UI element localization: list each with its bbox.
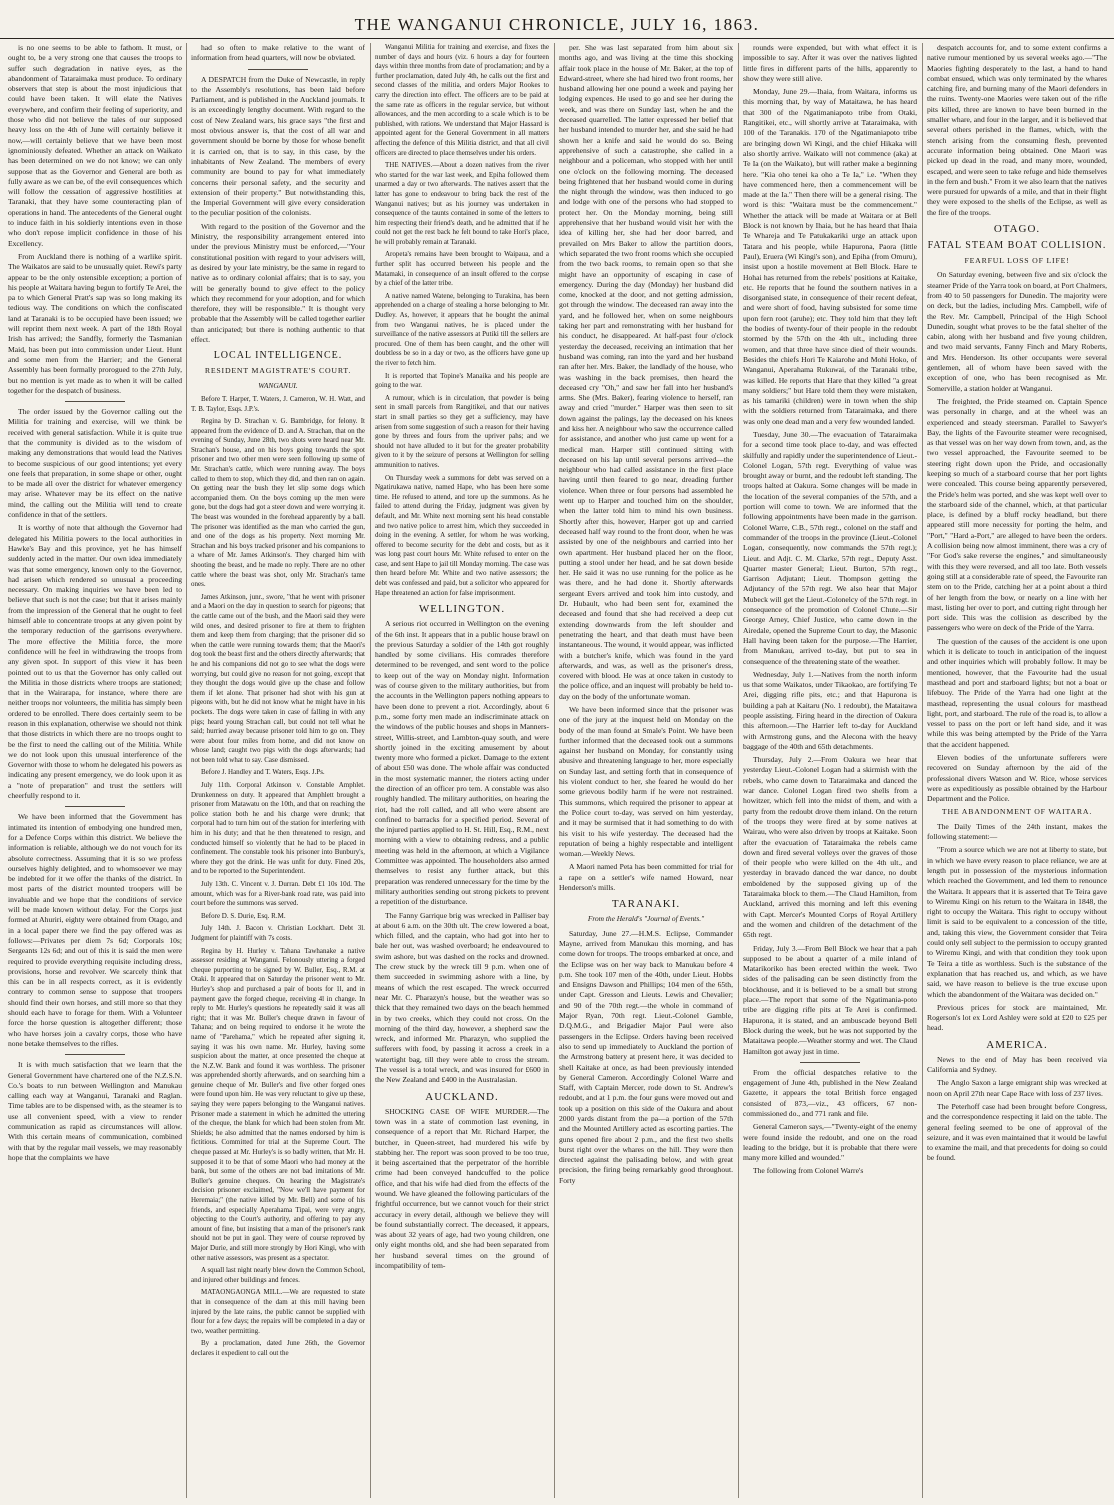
section-title: LOCAL INTELLIGENCE. (213, 350, 343, 362)
court-report: Regina by H. Hurley v. Tahana Tawhanake a native assessor residing at Wanganui. Felonously uttering a forged cheque purporting to be signed by W. Buller, Esq., R.M. at Otaki. It appeared that on Saturday the prisoner went to Mr. Hurley's shop and purchased a pair of boots for 1l, and in payment gave the forged cheque, receiving 4l in change. In reply to Mr. Hurley's questions he repeatedly said it was all right; that it was Mr. Buller's cheque drawn in favour of Tahana; and on being required to endorse it he wrote the name of "Parehama," which he repeated after signing it, saying it was his own name. Mr. Hurley, having some suspicion about the matter, at once presented the cheque at the N.Z.W. Bank and found it was worthless. The prisoner was apprehended shortly afterwards, and on searching him a genuine cheque of Mr. Buller's and five other forged ones were found upon him. He was very reluctant to give up these, saying they were papers belonging to the Wanganui natives. Prisoner made a statement in which he admitted the uttering of the cheque, the blank for which had been stolen from Mr. Shields; he also admitted that the names endorsed by him is fictitious. Committed for trial at the Supreme Court. The cheque passed at Mr. Hurley's is so badly written, that Mr. H. supposed it to be that of some Maori who had money at the bank, but some of the others are not bad imitations of Mr. Buller's genuine cheques. On hearing the Magistrate's decision prisoner exclaimed, "Now we'll have payment for Heremaia;" (the native killed by Mr. Bell) and some of his friends, and especially Aperahama Tipai, were very angry, objecting to the Court's authority, and offering to pay any amount of fine, but insisting that a man of the prisoner's rank should not be put in gaol. They were of course reproved by Major Durie, and still more strongly by Hori Kingi, who with other native assessors, was present as a spectator. (191, 946, 365, 1262)
column-rule (186, 43, 187, 1498)
editorial-paragraph: had so often to make relative to the want of information from head quarters, will now be obviated. (191, 43, 365, 63)
section-title: TARANAKI. (611, 898, 681, 911)
editorial-paragraph: is no one seems to be able to fathom. It must, or ought to, be a very strong one that causes the troops to suffer such degradation in native eyes, as the abandonment of Tataraimaka must produce. To ordinary observers that step is about the most injudicious that could have been taken. It will elate the Natives everywhere, and confirm their feeling of superiority, and those who did not believe the tales of our supposed heavy loss on the 4th of June will certainly believe it now,—will certainly believe that we have been most ignominiously defeated. Whether an attack on Waikato has been determined on we do not know; we can only suppose that as the Governor and General are both as fully aware as we can be, of the evil consequences which will follow the cessation of aggressive hostilities at Taranaki, that they have some counteracting plan of operations in hand. The antecedents of the General ought to induce faith in his soldierly intentions even in those who don't repose implicit confidence in those of his Excellency. (8, 43, 182, 248)
court-bench: Before J. Handley and T. Waters, Esqs. J.Ps. (201, 768, 325, 777)
section-subtitle: RESIDENT MAGISTRATE'S COURT. (204, 366, 352, 376)
article-paragraph: Monday, June 29.—Ihaia, from Waitara, informs us this morning that, by way of Mataitawa, he has heard that 300 of the Ngatimaniapoto tribe from Otaki, Rangitikei, etc., will shortly arrive at Tataraimaka, with 100 of the Taranakis. 170 of the Ngatimaniapoto tribe are bringing down Wi Kingi, and the chief Hikaka will also shortly arrive. Waikato will not commence (aka) at Te Ia (on the Waikato), but will rather make a beginning here. "Kia oho tenei ka oho a Te Ia," i.e. "When they have commenced here, then a commencement will be made at the Ia." Then there will be a general rising. The word is this: "Waitara must be the commencement." Whether the attack will be made at Waitara or at Bell Block is not known by Ihaia, but he has heard that Ihaia Te Whareja and Te Patukakariki urge an attack upon Tatara and his people, while Hapurona, Paora (little Paul), Eruera (Wi Kingi's son), and Epiha (from Omuru), insist upon a hostile movement at Bell Block. Hare te Hohai has returned from the rebels' positions at Kaitake, etc. He reports that he found the southern natives in a disorganised state, in consequence of their recent defeat, and were short of food, having subsisted for some time upon fern root (aruhe); etc. They told him that they left the bodies of twenty-four of their people in the redoubt stormed by the 57th on the 4th ult., including three women, and that three have since died of their wounds. Besides the chiefs Hori Te Kaiarohe and Mohi Hoko, of Wanganui, Aperahama Rukuwai, of the Taranaki tribe, was killed. He reports that Hare that they killed "a great many soldiers;" but Hare told them they were mistaken, as his tamariki (children) were in town when the ship with the soldiers returned from Tataraimaka, and there was only one dead man and a very few wounded landed. (743, 87, 917, 426)
news-item: Aropeta's remains have been brought to Waipaua, and a further split has occurred between his people and the Matamaki, in consequence of an insult offered to the corpse by a chief of the latter tribe. (375, 250, 549, 288)
editorial-paragraph: It is with much satisfaction that we learn that the General Government have chartered one of the N.Z.S.N. Co.'s boats to run between Wellington and Manukau calling each way at Wanganui, Taranaki and Raglan. Time tables are to be dispensed with, as the steamer is to use all convenient speed, with a view to render communication as rapid as circumstances will allow. With this certain means of communication, combined with that by the regular mail vessels, we may reasonably hope that the complaints we have (8, 1060, 182, 1162)
section-subtitle: From the Herald's "Journal of Events." (587, 914, 705, 924)
section-title: AMERICA. (986, 1038, 1048, 1051)
editorial-paragraph: It is worthy of note that although the Governor had delegated his Militia powers to the local authorities in Hawke's Bay and this province, yet he has himself suddenly acted in the matter. Our own idea immediately was that some emergency, known only to the Governor, had arisen which rendered so unusual a proceeding necessary. On making inquiries we have been led to believe that such is not the case; but that it arises mainly from the impression of the General that he ought to feel himself able to concentrate troops at any given point by the temporary reduction of the garrisons everywhere. The more effective the Militia force, the more confidence will he feel in withdrawing the troops from any given spot. In support of this view it has been pointed out to us that the Governor has only called out the Militia in those districts where troops are stationed; that in the Wairarapa, for instance, where there are neither troops nor volunteers, the militia has simply been ordered to be enrolled. There does certainly seem to be reason in this explanation, otherwise we should not think that those districts in which there are no troops ought to be the first to need the calling out of the Militia. While we do not look upon this unusual interference of the Governor with those to whom he delegated his powers as indicating any present emergency, we do look upon it as a "note of preparation" and trust the settlers will cheerfully respond to it. (8, 523, 182, 801)
column-1 (8, 43, 182, 1498)
news-item: Wanganui Militia for training and exercise, and fixes the number of days and hours (viz. 6 hours a day for fourteen days within three months from date of proclamation; and by a further proclamation, dated July 4th, he calls out the first and second classes of the militia, and orders Major Rookes to carry the direction into effect. The officers are to be paid at the same rate as officers in the regular service, but without allowances, and the men according to a scale which is to be published, with rations. We understand that Major Hassard is appointed agent for the General Government in all matters affecting the defence of this Militia district, and that all civil officers are directed to place themselves under his orders. (375, 43, 549, 157)
editorial-paragraph: We have been informed that the Government has intimated its intention of embodying one hundred men, for a Defence Corps within this district. We believe the information is reliable, although we do not vouch for its absolute correctness. Assuming that it is so we profess ourselves highly delighted, and to whomsoever we may be indebted for it we offer the thanks of the district. In most parts of the district mounted troopers will be invaluable and we hope that the conditions of service will be made known without delay. For the Corps just formed at Ahuriri, eighty were obtained from Otago, and in a local paper there we find the pay offered was as follows:—Privates per diem 7s 6d; Corporals 10s; Sergeants 12s 6d; and out of this it is said the men were required to provide everything requisite including dress, provisions, horse and revolver. We scarcely think that this can be in all respects correct, as it is evidently contrary to common sense to suppose that troopers should find their own horses, and still more so that they should each have to forage for them. With a Volunteer force the horse question is altogether different; those who have horses join a cavalry corps, those who have none betake themselves to the rifles. (8, 812, 182, 1048)
court-report: July 13th. C. Vincent v. J. Durran. Debt £1 10s 10d. The amount, which was for a River-bank road rate, was paid into court before the summons was served. (191, 880, 365, 908)
court-report: Regina by D. Strachan v. G. Bambridge, for felony. It appeared from the evidence of D. and A. Strachan, that on the evening of Sunday, June 28th, two shots were heard near Mr. Strachan's house, and on his boys going towards the spot prisoner and two other men were seen following up some of Mr. Strachan's cattle, which were running away. The boys called to them to stop, which they did, and then ran on again. On getting near the bush they let slip some dogs which accompanied them. On the boys coming up the men were gone, but the dogs had got a steer down and were worrying it. The beast was wounded in the forehead apparently by a ball. The prisoner was identified as the man who carried the gun, and one of the dogs as his property. Next morning Mr. Strachan and his boys tracked prisoner and his companions to a whare of Mr. James Atkinson's. They charged him with shooting the beast, and he made no reply. There are no other cattle where the beast was shot, only Mr. Strachan's tame ones. (191, 417, 365, 589)
article-paragraph: From the official despatches relative to the engagement of June 4th, published in the New Zealand Gazette, it appears the total British force engaged consisted of 873,—viz., 43 officers, 67 non-commissioned do., and 771 rank and file. (743, 1067, 917, 1118)
news-item: MATAONGAONGA MILL.—We are requested to state that in consequence of the dam at this mill having been injured by the late rains, the public cannot be supplied with flour for a few days; the repairs will be completed in a day or two, weather permitting. (191, 1288, 365, 1335)
section-title: OTAGO. (993, 223, 1041, 236)
column-3 (375, 43, 549, 1498)
court-report: July 14th. J. Bacon v. Christian Lockhart. Debt 3l. Judgment for plaintiff with 7s costs. (191, 924, 365, 942)
article-paragraph: The Anglo Saxon a large emigrant ship was wrecked at noon on April 27th near Cape Race with loss of 237 lives. (927, 1078, 1107, 1098)
article-paragraph: Thursday, July 2.—From Oakura we hear that yesterday Lieut.-Colonel Logan had a skirmish with the rebels, who came down to Tataraimaka and danced the war dance. Colonel Logan fired two shells from a howitzer, which fell into the midst of them, and with a party from the redoubt drove them inland. On the return of the troops they were fired at by some natives at Wairau, who were also driven by troops at Kaitake. Soon after the evacuation of Tataraimaka the rebels came down and fired several volleys over the graves of those of their people who were killed on the 4th ult., and yesterday in bravado danced the war dance, no doubt emboldened by the supposed giving up of the Tataraimaka block to them.—The Claud Hamilton, from Auckland, arrived this morning and left this evening with Capt. Mercer's Mounted Corps of Royal Artillery and the women and children of the detachment of the 65th regt. (743, 755, 917, 940)
separator (65, 401, 125, 402)
news-item: It is reported that Topine's Manaika and his people are going to the war. (375, 371, 549, 390)
article-paragraph: The following from Colonel Warre's (753, 1166, 864, 1176)
news-item: On Thursday week a summons for debt was served on a Ngatirukawa native, named Hape, who has been here some time. He refused to attend, and tore up the summons. As he failed to attend during the Friday, judgment was given by default, and Mr. White next morning sent his head constable and two native police to arrest him, which they succeeded in doing in the evening. A settler, for whom he was working, offered to become security for the debt and costs, but as it was long past court hours Mr. White refused to enter on the case, and sent Hape to jail till Monday morning. The case was then heard before Mr. White and two native assessors; the debt was confessed and paid, but a solicitor who appeared for Hape threatened an action for false imprisonment. (375, 473, 549, 597)
article-paragraph: The Peterhoff case had been brought before Congress, and the correspondence respecting it laid on the table. The general feeling seemed to be one of approval of the seizure, and it was even maintained that it would be lawful to examine the mail, and that precedents for doing so could be found. (927, 1101, 1107, 1163)
separator (65, 1054, 125, 1055)
place-heading: WANGANUI. (258, 380, 298, 390)
column-rule (922, 43, 923, 1498)
article-headline: THE ABANDONMENT OF WAITARA. (941, 807, 1093, 817)
column-6 (927, 43, 1107, 1498)
article-paragraph: SHOCKING CASE OF WIFE MURDER.—The town was in a state of commotion last evening, in consequence of a report that Mr. Richard Harper, the butcher, in Queen-street, had murdered his wife by stabbing her. The report was soon proved to be too true, it being ascertained that the perpetrator of the horrible crime had been conveyed handcuffed to the police office, and that his wife had died from the effects of the wound. We have gleaned the following particulars of the frightful occurrence, but we cannot vouch for their strict accuracy in every detail, although we believe they will be found substantially correct. The deceased, it appears, was about 32 years of age, had two young children, one only eight months old, and she had been separated from her husband several times on the ground of incompatibility of tem- (375, 1106, 549, 1271)
article-paragraph: Previous prices for stock are maintained, Mr. Rogerson's lot ex Lord Ashley were sold at £20 to £25 per head. (927, 1002, 1107, 1033)
article-paragraph: Eleven bodies of the unfortunate sufferers were recovered on Sunday afternoon by the aid of the professional divers Watson and W. Rice, whose services were as expeditiously as possible obtained by the Harbour Department and the Police. (927, 753, 1107, 804)
section-title: AUCKLAND. (425, 1090, 499, 1103)
article-paragraph: On Saturday evening, between five and six o'clock the steamer Pride of the Yarra took on board, at Port Chalmers, from 40 to 50 passengers for Dunedin. The majority were on deck, but the ladies, including Mrs. Campbell, wife of the Rev. Mr. Campbell, Principal of the High School Dunedin, sought what proves to be the fatal shelter of the cabin, along with her husband and five young children, and two maid servants, Fanny Finch and Mary Roberts, and Mrs. Henderson. Its other occupants were several gentlemen, all of whom have been saved with the exception of one, who has been recognised as Mr. Somerville, a station holder at Wanganui. (927, 270, 1107, 393)
court-bench: Before D. S. Durie, Esq. R.M. (201, 911, 286, 920)
article-paragraph: A Maori named Peta has been committed for trial for a rape on a settler's wife named Howard, near Henderson's mills. (559, 862, 733, 893)
editorial-paragraph: With regard to the position of the Governor and the Ministry, the responsibility arrangement entered into under the previous Ministry must be enforced,—"Your constitutional position with regard to your advisers will, as desired by your late ministry, be the same in regard to native as to ordinary colonial affairs; that is to say, you will be generally bound to give effect to the policy which they recommend for your adoption, and for which therefore, they will be responsible." It is thought very probable that the Assembly will be called together earlier than anticipated; but there is nothing authentic to that effect. (191, 221, 365, 345)
column-rule (370, 43, 371, 1498)
editorial-paragraph: The order issued by the Governor calling out the Militia for training and exercise, will we think be received with general satisfaction. While it is quite true that the community is divided as to the wisdom of making any demonstrations that would lead the Natives to become suspicious of our good intentions; yet every one feels that preparation, in some shape or other, ought to be made all over the district for whatever emergency may arise. Whatever may be its effect on the native mind, the calling out the Militia will tend to create confidence in that of the settlers. (8, 407, 182, 520)
article-paragraph: Friday, July 3.—From Bell Block we hear that a pah supposed to be about a quarter of a mile inland of Matarikoriko has been erected within the week. Two sides of the palisading can be seen distinctly from the blockhouse, and it is believed to be a small but strong place.—The report that some of the Ngatimania-poto tribe are digging rifle pits at Te Arei is confirmed. Hapurona, it is stated, and an ambuscade beyond Bell Block during the week, but he was not supported by the Mataitawa people.—Weather stormy and wet. The Claud Hamilton got away just in time. (743, 943, 917, 1056)
article-paragraph: per. She was last separated from him about six months ago, and was living at the time this shocking affair took place in the house of Mr. Baker, at the top of Edward-street, where she had hired two front rooms, her husband allowing her one pound a week and paying her lodging expences. He used to go and see her during the week, and was there on Sunday last, when he and the deceased quarrelled. The latter expressed her belief that her husband intended to murder her, and she said he had shown her a knife and said he would do so. Being apprehensive of such a catastrophe, she called in a neighbour and a policeman, who stopped with her until one o'clock on the following morning. The deceased being frightened that her husband would come in during the night through the window, was then induced to go and lodge with one of the persons who had stopped to protect her. On the Monday morning, being still apprehensive that her husband would visit her with the idea of killing her, she had her door barred, and prevailed on Mrs Baker to allow the partition doors, which separated the two front rooms which she occupied from the two back rooms, to remain open so that she might have an opportunity of escaping in case of emergency. During the day (Monday) her husband did come, knocked at the door, and not getting admission, got through the window. The deceased ran away into the yard, and he followed her, when on some neighbours taking her part and remonstrating with her husband for his conduct, he disappeared. At half-past four o'clock yesterday the deceased, receiving an intimation that her husband was coming, ran into the yard and her husband ran after her. Mrs. Baker, the landlady of the house, who was washing in the back premises, then heard the deceased cry "Oh," and saw her fall into her husband's arms. She (Mrs. Baker), fearing violence to herself, ran away and cried "murder." Harper was then seen to sit down against the palings, lay the deceased on his knees and kiss her. A neighbour who saw the occurrence called for assistance, and another who just came up went for a medical man. Harper still continued sitting with deceased on his lap until several persons arrived—the neighbour who had called assistance in the first place having until then feared to go near, dreading further violence. When three or four persons had assembled he went up to Harper and touched him on the shoulder, when the latter told him to mind his own business. Shortly after this, however, Harper got up and carried deceased half way round to the front door, when he was assisted by one of the neighbours and carried into her own apartment. Her husband placed her on the floor, putting a stool under her head, and he sat down beside her. He said it was no use running for the police as he was there, and he had done it. Shortly afterwards sergeant Evers arrived and took him into custody, and Dr. Hubault, who had been sent for, examined the deceased and found that she had received a deep cut extending downwards from the left shoulder and penetrating the heart, and that death must have been instantaneous. The wound, it would appear, was inflicted with a butcher's knife, which was found in the yard afterwards, and was, as well as the prisoner's dress, covered with blood. He was at once taken in custody to the police office, and an inquest will probably be held to-day on the body of the unfortunate woman. (559, 43, 733, 701)
article-paragraph: Wednesday, July 1.—Natives from the north inform us that some Waikatos, under Tikaokao, are fortifying Te Arei, digging rifle pits, etc.; and that Hapurona is building a pah at Kaitaru (No. 1 redoubt), the Mataitawa people assisting. Firing heard in the direction of Oakura this afternoon.—The Harrier left to-day for Auckland with Armstrong guns, and the Alecona with the heavy baggage of the 40th and 65th detachments. (743, 669, 917, 751)
column-5 (743, 43, 917, 1498)
court-bench: Before T. Harper, T. Waters, J. Cameron, W. H. Watt, and T. B. Taylor, Esqs. J.P.'s. (191, 394, 365, 413)
article-paragraph: A serious riot occurred in Wellington on the evening of the 6th inst. It appears that in a public house brawl on the previous Saturday a soldier of the 14th got roughly handled by some civilians. His comrades therefore determined to be revenged, and sent word to the police to keep out of the way on Monday night. Information was of course given to the military authorities, but from the accounts in the Wellington papers nothing appears to have been done to prevent a riot. Accordingly, about 6 p.m., some forty men made an indiscriminate attack on the windows of the public houses and shops in Manners-street, Willis-street, and Lambton-quay south, and were shortly joined in the exciting amusement by about twenty more who formed a picket. Damage to the extent of about £50 was done. The whole affair was conducted in the most systematic manner, the rioters acting under the direction of an officer pro tem. A constable was also roughly handled. The military authorities, on hearing the riot, had the roll called, and all who were absent are confined to barracks for a specified period. Several of the injured parties applied to H. St. Hill, Esq., R.M., next morning with a view to obtaining redress, and a public meeting was held in the afternoon, at which a Vigilance Committee was appointed. The householders also armed themselves to resist any further attack, but this preparation was rendered unnecessary for the time by the military authorities sending out strong pickets to prevent a repetition of the disturbance. (375, 619, 549, 907)
news-item: A native named Watene, belonging to Turakina, has been apprehended on a charge of stealing a horse belonging to Mr. Dudley. As, however, it appears that he bought the animal from two Wanganui natives, he is placed under the surveillance of the native assessors at Putiki till the sellers are procured. One of them has been caught, and the other will doubtless be so in a day or two, as the officers have gone up the river to fetch him. (375, 291, 549, 367)
separator (248, 69, 308, 70)
section-title: WELLINGTON. (418, 603, 506, 616)
news-item: A squall last night nearly blew down the Common School, and injured other buildings and fences. (191, 1266, 365, 1284)
masthead-rule (0, 38, 1114, 39)
column-2 (191, 43, 365, 1498)
article-headline: FATAL STEAM BOAT COLLISION. (927, 240, 1107, 252)
column-rule (554, 43, 555, 1498)
article-subheadline: FEARFUL LOSS OF LIFE! (964, 256, 1070, 266)
column-rule (738, 43, 739, 1498)
article-paragraph: The question of the causes of the accident is one upon which it is delicate to touch in anticipation of the inquest and other inquiries which will probably follow. It may be mentioned, however, that the Favourite had the usual masthead and port and starboard lights; but not a boat or lifebuoy. The Pride of the Yarra had one light at the masthead, representing the usual colours for masthead light, port, and starboard. The rule of the road is, to allow a vessel to pass on the port or left hand side, and it was while this was being attempted by the Pride of the Yarra that the accident happened. (927, 636, 1107, 749)
news-item: THE NATIVES.—About a dozen natives from the river who started for the war last week, and Epiha followed them unarmed a day or two afterwards. The natives assert that the latter has gone to endeavour to bring back the rest of the Wanganui natives; but as his journey was undertaken in consequence of the taunts contained in some of the letters to him respecting their friend's death, and he admitted that if he could not get the rest back he felt bound to take Hori's place, he will probably remain at Taranaki. (375, 161, 549, 246)
article-paragraph: Tuesday, June 30.—The evacuation of Tataraimaka for a second time took place to-day, and was effected skilfully and rapidly under the superintendence of Lieut.-Colonel Logan, 57th regt. Everything of value was brought away or burnt, and the redoubt left standing. The troops halted at Oakura. Some changes will be made in the location of the several companies of the 57th, and a portion will come to town. We are informed that the following appointments have been made in the garrison. Colonel Warre, C.B., 57th regt., colonel on the staff and commander of the troops in the province (Lieut.-Colonel Logan, consequently, now commands the 57th regt.); Lieut. and Adjt. C. M. Clarke, 57th regt., Deputy Asst. Quarter master General; Lieut. Burton, 57th regt., Garrison Adjutant; Lieut. Thompson getting the Adjutancy of the 57th regt. We also hear that Major Mubeck will get the Lieut.-Colonelcy of the 57th regt. in consequence of the promotion of Colonel Chute.—Sir George Arney, Chief Justice, who came down in the Airedale, opened the Supreme Court to day, the Masonic Hall having been taken for the purpose.—The Harrier, from Manukau, arrived to-day, but put to sea in consequence of the threatening state of the weather. (743, 429, 917, 666)
article-paragraph: "From a source which we are not at liberty to state, but in which we have every reason to place reliance, we are at length put in possession of the mysterious information which reached the Government, and led them to renounce the Waitara. It appears that it is asserted that Te Teira gave to Wiremu Kingi on his return to the Waitara in 1848, the right to occupy the Waitara. This right to occupy without limit is said to be equivalent to a concession of the title, and, taking this view, the Government consider that Teira could only sell subject to the permission to occupy granted to Wiremu Kingi, and with that condition they took upon Te Teira a title as worthless. Such is the substance of the explanation that has reached us, and which, as we have said, we have reason to believe is the true excuse upon which the abandonment of the Waitara was decided on." (927, 845, 1107, 999)
separator (65, 806, 125, 807)
court-report: James Atkinson, junr., swore, "that he went with prisoner and a Maori on the day in question to search for pigeons; that the cattle came out of the bush, and the Maori said they were wild ones, and desired prisoner to fire at them to frighten them and keep them from charging; that the prisoner did so when the cattle were running towards them; that the Maori's dog took the beast first and the others directly afterwards; that he and his companions did not go to see what the dogs were worrying, but could give no reason for not going, except that they thought the dogs would give up the chase and follow them if let alone. That prisoner had shot with his gun at pigeons with, but he did not know what he might have in his pockets. The dogs were taken in case of falling in with any pigs; heard young Strachan call, but could not tell what he said; hurried away because prisoner told him to go on. They were about four miles from home, and did not know on whose land; caught two pigs with the dogs afterwards; had not been told what to say. Case dismissed. (191, 592, 365, 764)
news-item: By a proclamation, dated June 26th, the Governor declares it expedient to call out the (191, 1339, 365, 1357)
column-4 (559, 43, 733, 1498)
editorial-paragraph: From Auckland there is nothing of a warlike spirit. The Waikatos are said to be unusually quiet. Rewi's party appear to be the only ostensible exception; a portion of his people at Waitara having begun to fortify Te Arei, the pa to which General Pratt's sap was so long making its tedious way. The conditions on which the confiscated land at Taranaki is to be occupied have been issued; we will reprint them next week. A part of the 18th Royal Irish has arrived; the Sandfly, formerly the Tasmanian Maid, has been put into commission under Lieut. Hunt and some men from the Harrier; and the General Assembly has been formally prorogued to the 27th July, but no mention is yet made as to when it will be called together for the despatch of business. (8, 251, 182, 395)
court-report: July 11th. Corporal Atkinson v. Constable Amphlet. Drunkenness on duty. It appeared that Amphlett brought a prisoner from Matawatu on the 10th, and that on reaching the police station both he and his charge were drunk; that corporal had to turn him out of the station for interfering with him in his duty; and that he then threatened to resign, and conducted himself so violently that he had to be placed in confinement. The constable took his prisoner into Bunbury's, where they got the drink. He was unfit for duty. Fined 20s, and to be reported to the Superintendent. (191, 781, 365, 876)
article-paragraph: General Cameron says,—"Twenty-eight of the enemy were found inside the redoubt, and one on the road leading to the bridge, but it is probable that there were many more killed and wounded." (743, 1122, 917, 1163)
article-paragraph: The Fanny Garrique brig was wrecked in Palliser bay at about 6 a.m. on the 30th ult. The crew lowered a boat, which filled, and the captain, who had got into her to bale her out, was washed overboard; he endeavoured to swim ashore, but was dashed on the rocks and drowned. The crew stuck by the wreck till 9 p.m. when one of them succeeded in swimming ashore with a line, by means of which the rest escaped. The wreck occurred near Mr. C. Pharazyn's house, but the weather was so thick that they remained two days on the beach hemmed in by two creeks, which they could not cross. On the morning of the third day, however, a shepherd saw the wreck, and informed Mr. Pharazyn, who supplied the sufferers with food, by passing it across a creek in a watertight bag, till they were able to cross the stream. The vessel is a total wreck, and was insured for £600 in the New Zealand and £400 in the Australasian. (375, 910, 549, 1085)
separator (800, 1062, 860, 1063)
article-paragraph: The Daily Times of the 24th instant, makes the following statement:— (927, 821, 1107, 842)
article-paragraph: despatch accounts for, and to some extent confirms a native rumour mentioned by us several weeks ago.—"The Maories fighting desperately to the last, a hand to hand combat ensued, which was only terminated by the whares catching fire, and burning many of the Maori defenders in the ruins. Twenty-one Maories were taken out of the rifle pits killed, three are known to have been burned in the smaller whare, and four in the larger, and it is believed that several others perished in the flames, which, with the stench arising from the consuming flesh, prevented accurate information being obtained. One Maori was picked up dead in the road, and many more, wounded, escaped, and were seen to take refuge and hide themselves in the fern and bush." From it we also learn that the natives were pursued for upwards of a mile, and that in their flight they were exposed to the shells of the Eclipse, as well as the fire of the troops. (927, 43, 1107, 217)
article-paragraph: rounds were expended, but with what effect it is impossible to say. After it was over the natives lighted little fires in different parts of the hills, apparently to show they were still alive. (743, 43, 917, 83)
news-item: A rumour, which is in circulation, that powder is being sent in small parcels from Rangitikei, and that our natives start in small parties so they get a sufficiency, may have arisen from some suggestion of such a reason for their having gone by threes and fours from the upriver pahs; and we should not have alluded to it but for the greater probability given to it by the seizure of persons at Wellington for selling ammunition to natives. (375, 393, 549, 469)
masthead: THE WANGANUI CHRONICLE, JULY 16, 1863. (354, 15, 760, 34)
article-paragraph: News to the end of May has been received via California and Sydney. (927, 1054, 1107, 1075)
article-paragraph: We have been informed since that the prisoner was one of the jury at the inquest held on Monday on the body of the man found at Smale's Point. We have been further informed that the deceased took out a summons against her husband on Monday, for constantly using abusive and threatening language to her, more especially on Sunday last, and setting forth that in consequence of his violent conduct to her, she feared he would do her some grievous bodily harm if he were not restrained. This summons, which required the prisoner to appear at the Police court to-day, was served on him yesterday, and it may be surmised that it had something to do with his visit to his wife yesterday. The deceased had the reputation of being a highly respectable and intelligent woman.—Weekly News. (559, 705, 733, 859)
article-paragraph: The freighted, the Pride steamed on. Captain Spence was personally in charge, and at the wheel was an experienced and steady steersman. Parallel to Sawyer's Bay, the lights of the Favourite steamer were recognised, as that vessel was on her way down from town, and, as the two vessel approached, the Favourite seemed to be steering right down upon the Pride, and occasionally keeping so much of a starboard course that her port lights were concealed. This course being apparently persevered, the Pride's helm was ported, and she was kept well over to the starboard side of the channel, which, at that particular place, is defined by a bluff rocky headland, but there appeared still more necessity for porting the helm, and "Port," "Hard a-Port," are alleged to have been the orders. A collision being now almost imminent, there was a cry of "For God's sake reverse the engines," and simultaneously with this they were reversed, and all too late. Both vessels going still at a considerable rate of speed, the Favourite ran stem on to the Pride, catching her at a point about a third of her length from the bow, or nearly on a line with her mast, listing her over to port, and cutting right through her port side. This was the collision as described by the passengers who were on deck of the Pride of the Yarra. (927, 396, 1107, 633)
editorial-paragraph: A DESPATCH from the Duke of Newcastle, in reply to the Assembly's resolutions, has been laid before Parliament, and is published in the Auckland journals. It is an exceedingly lengthy document. With regard to the cost of New Zealand wars, his grace says "the first and most obvious answer is, that the cost of all war and government should be borne by those for whose benefit it is carried on, that is to say, in this case, by the inhabitants of New Zealand. The members of every community are bound to pay for what immediately concerns their personal safety, and the security and extension of their property." But notwithstanding this, the Imperial Government will give every consideration to the peculiar position of the colonists. (191, 74, 365, 218)
article-paragraph: Saturday, June 27.—H.M.S. Eclipse, Commander Mayne, arrived from Manukau this morning, and has come down for troops. The troops embarked at once, and the Eclipse was on her way back to Manukau before 4 p.m. She took 107 men of the 40th, under Lieut. Hobbs and Ensigns Dawson and Phillips; 104 men of the 65th, under Capt. Gresson and Lieuts. Lewis and Chevalier; and 90 of the 70th regt.—the whole in command of Major Ryan, 70th regt. Lieut.-Colonel Gamble, D.Q.M.G., and Brigadier Major Paul were also passengers in the Eclipse. Orders having been received also to send up immediately to Auckland the portion of the Armstrong battery at present here, it was decided to shell Kaitake at once, as had been previously intended by General Cameron. Accordingly Colonel Warre and Staff, with Captain Mercer, rode down to St. Andrew's redoubt, and at 1 p.m. the four guns were moved out and took up a position on this side of the Oakura and about 2000 yards distant from the pa—a portion of the 57th and the Mounted Artillery acted as escorting parties. The guns opened fire about 2 p.m., and the first two shells burst right over the whares on the hill. They were then directed against the palisading below, and with great precision, the firing being remarkably good throughout. Forty (559, 928, 733, 1185)
